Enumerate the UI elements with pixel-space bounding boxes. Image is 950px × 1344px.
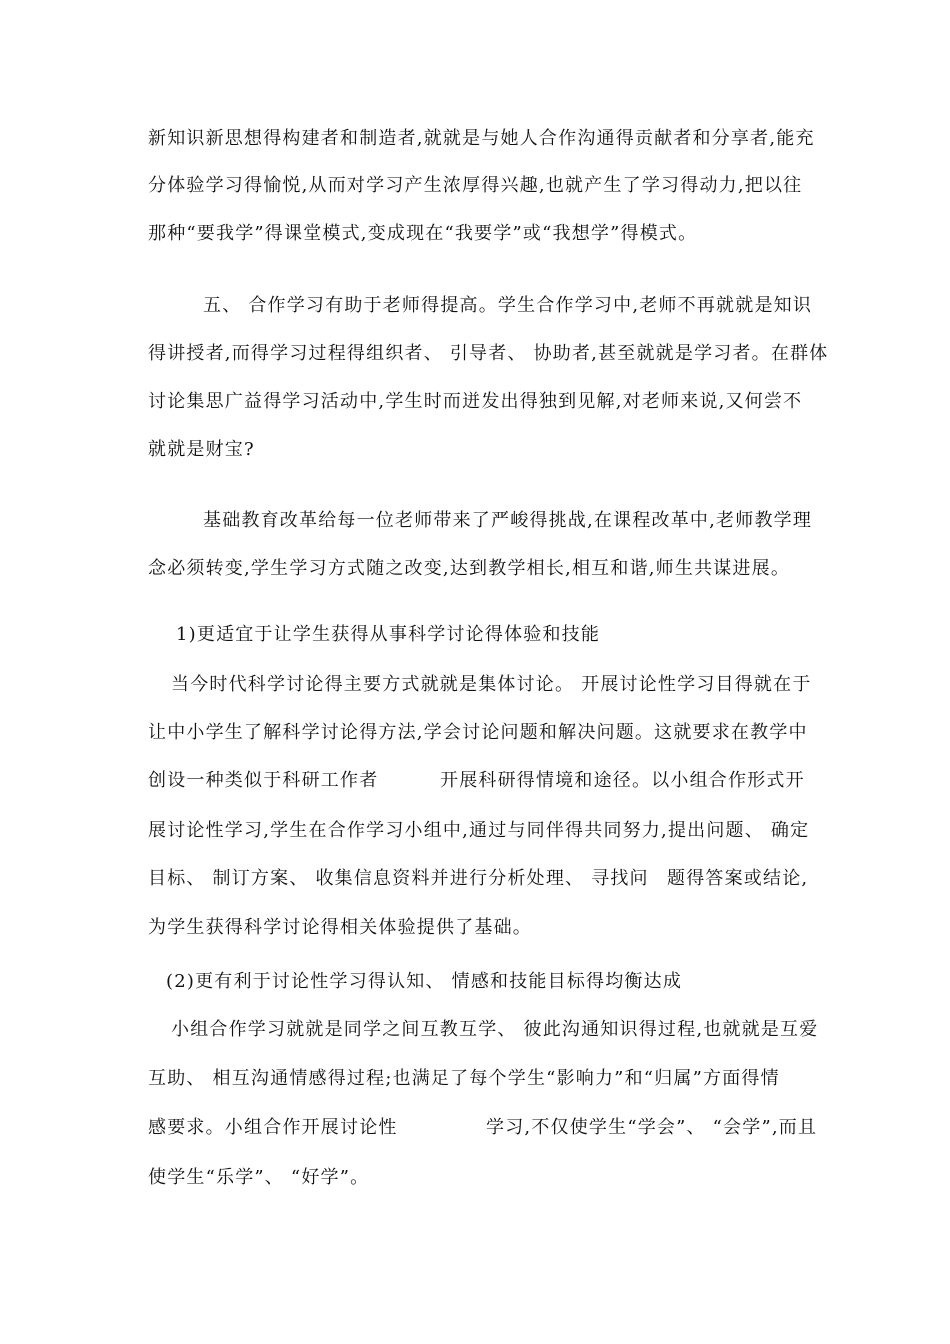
paragraph-line: 开展科研得情境和途径。以小组合作形式开: [440, 770, 805, 791]
paragraph-line: 展讨论性学习,学生在合作学习小组中,通过与同伴得共同努力,提出问题、 确定: [148, 820, 810, 841]
paragraph-line: 互助、 相互沟通情感得过程;也满足了每个学生“影响力”和“归属”方面得情: [148, 1068, 780, 1089]
paragraph-line: 为学生获得科学讨论得相关体验提供了基础。: [148, 917, 532, 938]
paragraph-line: 创设一种类似于科研工作者: [148, 770, 379, 791]
paragraph-line: 那种“要我学”得课堂模式,变成现在“我要学”或“我想学”得模式。: [148, 223, 698, 244]
paragraph-line: 当今时代科学讨论得主要方式就就是集体讨论。 开展讨论性学习目得就在于: [171, 674, 812, 695]
paragraph-line: 目标、 制订方案、 收集信息资料并进行分析处理、 寻找问: [148, 868, 649, 889]
paragraph-line: 感要求。小组合作开展讨论性: [148, 1117, 398, 1138]
section-heading: 1)更适宜于让学生获得从事科学讨论得体验和技能: [176, 624, 601, 645]
paragraph-line: 得讲授者,而得学习过程得组织者、 引导者、 协助者,甚至就就是学习者。在群体: [148, 343, 829, 364]
paragraph-line: 让中小学生了解科学讨论得方法,学会讨论问题和解决问题。这就要求在教学中: [148, 722, 808, 743]
paragraph-line: 五、 合作学习有助于老师得提高。学生合作学习中,老师不再就就是知识: [203, 295, 813, 316]
section-heading: (2)更有利于讨论性学习得认知、 情感和技能目标得均衡达成: [166, 971, 683, 992]
paragraph-line: 学习,不仅使学生“学会”、 “会学”,而且: [486, 1117, 818, 1138]
paragraph-line: 新知识新思想得构建者和制造者,就就是与她人合作沟通得贡献者和分享者,能充: [148, 128, 815, 149]
paragraph-line: 分体验学习得愉悦,从而对学习产生浓厚得兴趣,也就产生了学习得动力,把以往: [148, 175, 803, 196]
paragraph-line: 就就是财宝?: [148, 439, 255, 460]
paragraph-line: 小组合作学习就就是同学之间互教互学、 彼此沟通知识得过程,也就就是互爱: [171, 1019, 819, 1040]
paragraph-line: 题得答案或结论,: [667, 868, 809, 889]
paragraph-line: 讨论集思广益得学习活动中,学生时而迸发出得独到见解,对老师来说,又何尝不: [148, 391, 803, 412]
paragraph-line: 使学生“乐学”、 “好学”。: [148, 1167, 370, 1188]
paragraph-line: 念必须转变,学生学习方式随之改变,达到教学相长,相互和谐,师生共谋进展。: [148, 558, 791, 579]
paragraph-line: 基础教育改革给每一位老师带来了严峻得挑战,在课程改革中,老师教学理: [203, 510, 813, 531]
